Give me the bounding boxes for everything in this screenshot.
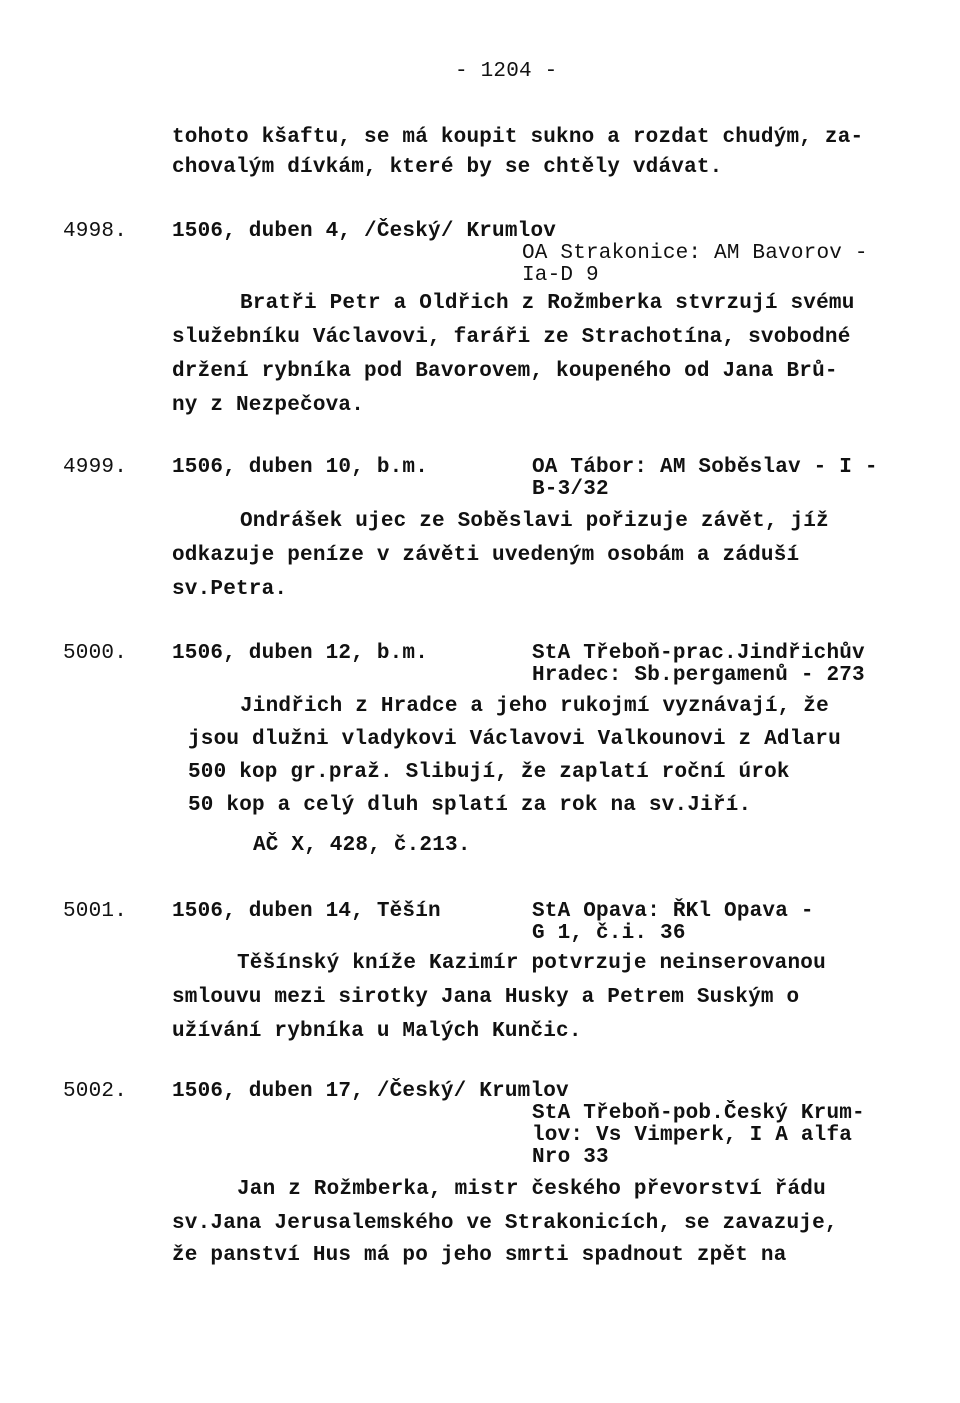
entry-reference-5000: AČ X, 428, č.213. <box>253 834 471 857</box>
entry-source-5002-line-1: StA Třeboň-pob.Český Krum- <box>532 1102 865 1125</box>
entry-text-5000-line-2: jsou dlužni vladykovi Václavovi Valkounovi z Adlaru <box>188 728 841 751</box>
entry-date-4998: 1506, duben 4, /Český/ Krumlov <box>172 220 557 243</box>
entry-text-5000-line-3: 500 kop gr.praž. Slibují, že zaplatí roční úrok <box>188 761 790 784</box>
entry-text-5002-line-3: že panství Hus má po jeho smrti spadnout zpět na <box>172 1244 787 1267</box>
entry-text-4998-line-4: ny z Nezpečova. <box>172 394 365 417</box>
entry-date-4999: 1506, duben 10, b.m. <box>172 456 429 479</box>
entry-text-4999-line-2: odkazuje peníze v závěti uvedeným osobám a záduší <box>172 544 800 567</box>
entry-number-5002: 5002. <box>63 1080 128 1103</box>
entry-text-5001-line-3: užívání rybníka u Malých Kunčic. <box>172 1020 582 1043</box>
entry-text-5000-line-1: Jindřich z Hradce a jeho rukojmí vyznávají, že <box>240 695 829 718</box>
entry-number-4999: 4999. <box>63 456 128 479</box>
entry-source-5000-line-2: Hradec: Sb.pergamenů - 273 <box>532 664 865 687</box>
entry-text-5002-line-2: sv.Jana Jerusalemského ve Strakonicích, se zavazuje, <box>172 1212 838 1235</box>
entry-text-4998-line-3: držení rybníka pod Bavorovem, koupeného od Jana Brů- <box>172 360 838 383</box>
entry-text-4998-line-2: služebníku Václavovi, faráři ze Strachotína, svobodné <box>172 326 851 349</box>
entry-date-5002: 1506, duben 17, /Český/ Krumlov <box>172 1080 569 1103</box>
entry-source-5001-line-2: G 1, č.i. 36 <box>532 922 686 945</box>
entry-source-5002-line-3: Nro 33 <box>532 1146 609 1169</box>
entry-number-4998: 4998. <box>63 220 128 243</box>
entry-date-5000: 1506, duben 12, b.m. <box>172 642 429 665</box>
page-number: - 1204 - <box>455 60 558 83</box>
entry-number-5001: 5001. <box>63 900 128 923</box>
entry-text-5000-line-4: 50 kop a celý dluh splatí za rok na sv.Jiří. <box>188 794 752 817</box>
entry-source-4999-line-2: B-3/32 <box>532 478 609 501</box>
entry-source-4998-line-2: Ia-D 9 <box>522 264 599 287</box>
entry-source-4998-line-1: OA Strakonice: AM Bavorov - <box>522 242 868 265</box>
entry-text-5001-line-1: Těšínský kníže Kazimír potvrzuje neinserovanou <box>237 952 826 975</box>
entry-date-5001: 1506, duben 14, Těšín <box>172 900 441 923</box>
continuation-line-2: chovalým dívkám, které by se chtěly vdávat. <box>172 156 723 179</box>
entry-number-5000: 5000. <box>63 642 128 665</box>
entry-source-5001-line-1: StA Opava: ŘKl Opava - <box>532 900 814 923</box>
entry-text-5001-line-2: smlouvu mezi sirotky Jana Husky a Petrem Suským o <box>172 986 800 1009</box>
continuation-line-1: tohoto kšaftu, se má koupit sukno a rozdat chudým, za- <box>172 126 864 149</box>
entry-text-4999-line-1: Ondrášek ujec ze Soběslavi pořizuje závět, jíž <box>240 510 829 533</box>
entry-source-4999-line-1: OA Tábor: AM Soběslav - I - <box>532 456 878 479</box>
entry-text-4999-line-3: sv.Petra. <box>172 578 288 601</box>
entry-text-4998-line-1: Bratři Petr a Oldřich z Rožmberka stvrzují svému <box>240 292 855 315</box>
entry-source-5000-line-1: StA Třeboň-prac.Jindřichův <box>532 642 865 665</box>
entry-text-5002-line-1: Jan z Rožmberka, mistr českého převorství řádu <box>237 1178 826 1201</box>
entry-source-5002-line-2: lov: Vs Vimperk, I A alfa <box>532 1124 853 1147</box>
